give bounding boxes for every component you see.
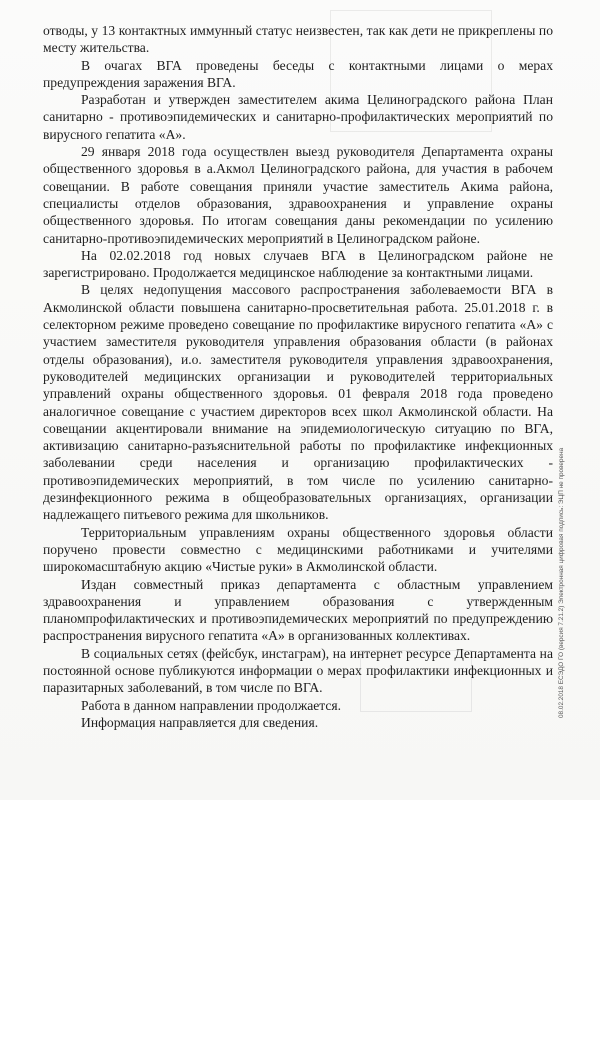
paragraph: 29 января 2018 года осуществлен выезд руководителя Департамента охраны общественного здоровья в а.Акмол Целиноградского района, для участия в рабочем совещании. В работе совещания приняли участие заместитель Акима района, специалисты отделов образования, здравоохранения и управление охраны общественного здоровья. По итогам совещания даны рекомендации по усилению санитарно-противоэпидемических мероприятий в Целиноградском районе.: [43, 144, 553, 246]
paragraph: Работа в данном направлении продолжается.: [81, 697, 342, 713]
paragraph: В целях недопущения массового распространения заболеваемости ВГА в Акмолинской области повышена санитарно-просветительная работа. 25.01.2018 г. в селекторном режиме проведено совещание по профилактике вирусного гепатита «А» с участием заместителя руководителя управления образования области (в районах отделы образования), и.о. заместителя руководителя управления здравоохранения, руководителей медицинских организации и руководителей территориальных управлений охраны общественного здоровья. 01 февраля 2018 года проведено аналогичное совещание с участием директоров всех школ Акмолинской области. На совещании акцентировали внимание на эпидемиологическую ситуацию по ВГА, активизацию санитарно-разъяснительной работы по профилактике инфекционных заболевании среди населения и организацию профилактических - противоэпидемических мероприятий, в том числе по усилению санитарно-дезинфекционного режима в общеобразовательных организациях, организации надлежащего питьевого режима для школьников.: [43, 282, 553, 523]
paragraph: Территориальным управлениям охраны общественного здоровья области поручено провести совместно с медицинскими работниками и учителями широкомасштабную акцию «Чистые руки» в Акмолинской области.: [43, 524, 553, 575]
paragraph: Издан совместный приказ департамента с областным управлением здравоохранения и управлением образования с утвержденным планомпрофилактических и противоэпидемических мероприятий по предупреждению распространения вирусного гепатита «А» в организованных коллективах.: [43, 576, 553, 644]
side-stamp-area: [556, 447, 568, 1048]
paragraph: В социальных сетях (фейсбук, инстаграм), на интернет ресурсе Департамента на постоянной основе публикуются информации о мерах профилактики инфекционных и паразитарных заболеваний, в том числе по ВГА.: [43, 645, 553, 696]
paragraph: Информация направляется для сведения.: [81, 714, 319, 730]
document-body: [43, 22, 553, 731]
paragraph: Разработан и утвержден заместителем акима Целиноградского района План санитарно - противоэпидемических и санитарно-профилактических мероприятий по вирусного гепатита «А».: [43, 92, 553, 142]
electronic-signature-stamp: 08.02.2018 ЕСЭДО ГО (версия 7.21.2) Электронная цифровая подпись: ЭЦП не проверена: [558, 447, 565, 718]
paragraph: На 02.02.2018 год новых случаев ВГА в Целиноградском районе не зарегистрировано. Продолжается медицинское наблюдение за контактными лицами.: [43, 247, 553, 281]
paragraph: отводы, у 13 контактных иммунный статус неизвестен, так как дети не прикреплены по месту жительства.: [43, 23, 553, 56]
paragraph: В очагах ВГА проведены беседы с контактными лицами о мерах предупреждения заражения ВГА.: [43, 57, 553, 90]
